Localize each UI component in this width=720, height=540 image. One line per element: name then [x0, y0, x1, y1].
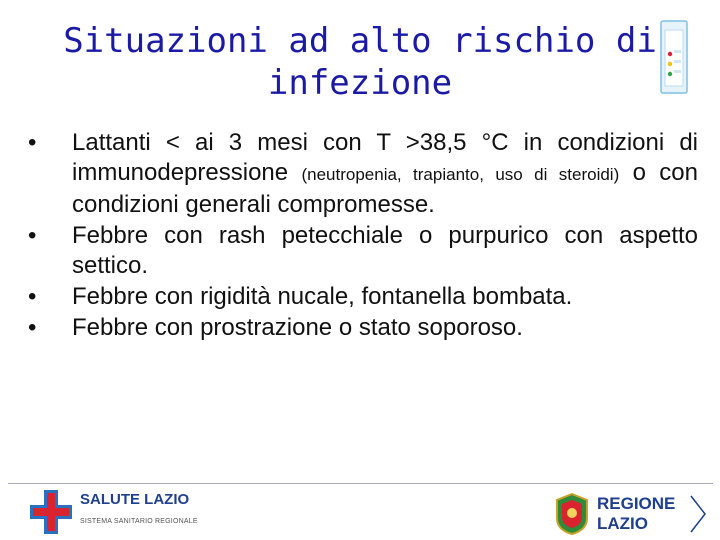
triage-badge-icon	[660, 20, 688, 94]
regione-line-1: REGIONE	[597, 494, 676, 513]
regione-line-2: LAZIO	[597, 514, 648, 533]
regione-emblem-icon	[553, 492, 591, 536]
bullet-dot: •	[28, 314, 37, 341]
regione-arrow-icon	[689, 492, 709, 536]
bullet-dot: •	[28, 283, 37, 310]
bullet-1-note: (neutropenia, trapianto, uso di steroidi)	[301, 165, 620, 184]
salute-lazio-title: SALUTE LAZIO	[80, 491, 190, 508]
bullet-dot: •	[28, 129, 37, 156]
list-item	[28, 313, 698, 343]
footer-divider	[8, 483, 713, 484]
slide-title	[60, 20, 660, 104]
regione-lazio-text	[597, 494, 675, 534]
list-item	[28, 282, 698, 312]
bullet-dot: •	[28, 222, 37, 249]
bullet-4-text: Febbre con prostrazione o stato soporoso.	[72, 314, 523, 341]
list-item	[28, 221, 698, 281]
bullet-1-tail: o con condizioni generali compromesse.	[72, 159, 698, 218]
bullet-1-main: Lattanti < ai 3 mesi con T >38,5 °C in condizioni di immunodepressione	[72, 129, 698, 186]
title-line-2: infezione	[267, 63, 453, 103]
list-item	[28, 128, 698, 220]
bullet-list	[28, 128, 698, 344]
health-cross-icon	[30, 490, 72, 534]
salute-lazio-subtitle: SISTEMA SANITARIO REGIONALE	[80, 518, 198, 525]
title-line-1: Situazioni ad alto rischio di	[63, 21, 657, 61]
bullet-3-text: Febbre con rigidità nucale, fontanella bombata.	[72, 283, 573, 310]
bullet-2-text: Febbre con rash petecchiale o purpurico con aspetto settico.	[72, 222, 698, 279]
